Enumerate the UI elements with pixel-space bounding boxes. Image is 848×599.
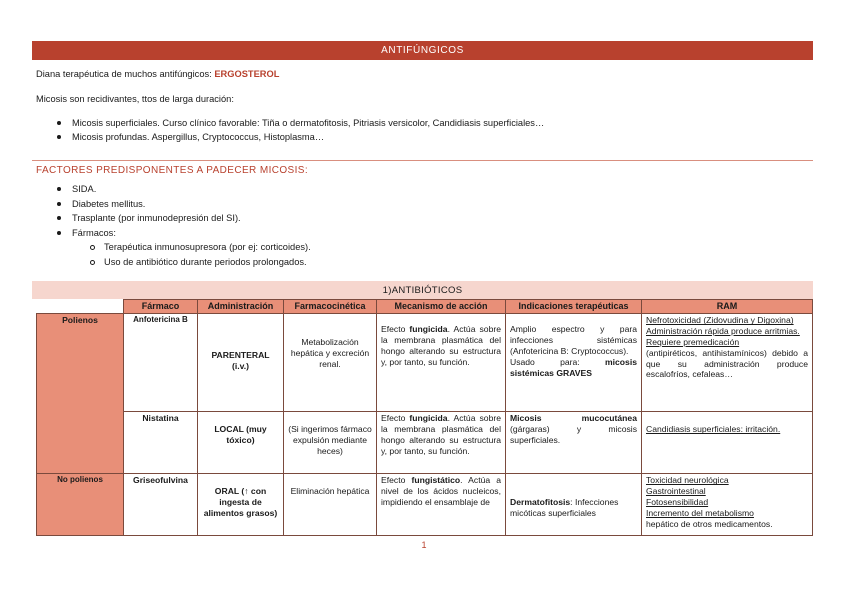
pharmacokinetics-cell: Metabolización hepática y excreción renal. <box>284 314 377 412</box>
diana-target: ERGOSTEROL <box>214 69 280 79</box>
list-item: Trasplante (por inmunodepresión del SI). <box>57 213 241 223</box>
ram-cell: Candidiasis superficiales: irritación. <box>642 412 813 474</box>
column-header: Mecanismo de acción <box>377 300 506 314</box>
pharmacokinetics-cell: Eliminación hepática <box>284 474 377 536</box>
page-title: ANTIFÚNGICOS <box>381 45 464 56</box>
bullet-icon <box>57 187 61 191</box>
antibioticos-bar <box>32 281 813 299</box>
diana-line <box>36 69 279 79</box>
list-item: Fármacos: <box>57 228 116 238</box>
circle-bullet-icon <box>90 245 95 250</box>
list-item: SIDA. <box>57 184 96 194</box>
drug-cell: Nistatina <box>124 412 198 474</box>
drug-cell: Griseofulvina <box>124 474 198 536</box>
mechanism-cell: Efecto fungicida. Actúa sobre la membrana plasmática del hongo alterando su estructura y, por tanto, su función. <box>377 314 506 412</box>
column-header: Fármaco <box>124 300 198 314</box>
bullet-icon <box>57 121 61 125</box>
mechanism-cell: Efecto fungistático. Actúa a nivel de los ácidos nucleicos, impidiendo el ensamblaje de <box>377 474 506 536</box>
list-item: Diabetes mellitus. <box>57 199 145 209</box>
divider <box>32 160 813 161</box>
administration-cell: LOCAL (muy tóxico) <box>198 412 284 474</box>
mechanism-cell: Efecto fungicida. Actúa sobre la membrana plasmática del hongo alterando su estructura y, por tanto, su función. <box>377 412 506 474</box>
indications-cell: Amplio espectro y para infecciones sistémicas (Anfotericina B: Cryptococcus). Usado para: micosis sistémicas GRAVES <box>506 314 642 412</box>
indications-cell: Dermatofitosis: Infecciones micóticas superficiales <box>506 474 642 536</box>
antibioticos-heading: 1)ANTIBIÓTICOS <box>382 284 463 296</box>
column-header: Indicaciones terapéuticas <box>506 300 642 314</box>
bullet-icon <box>57 135 61 139</box>
bullet-icon <box>57 202 61 206</box>
diana-prefix: Diana terapéutica de muchos antifúngicos: <box>36 69 212 79</box>
administration-cell: ORAL (↑ con ingesta de alimentos grasos) <box>198 474 284 536</box>
recidivantes-line: Micosis son recidivantes, ttos de larga duración: <box>36 94 234 104</box>
group-cell: No polienos <box>37 474 124 536</box>
page-number: 1 <box>421 540 427 550</box>
group-cell: Polienos <box>37 314 124 474</box>
column-header: Administración <box>198 300 284 314</box>
bullet-icon <box>57 231 61 235</box>
drug-cell: Anfotericina B <box>124 314 198 412</box>
ram-cell: Nefrotoxicidad (Zidovudina y Digoxina) Administración rápida produce arritmias. Requiere premedicación (antipiréticos, antihistamínicos) debido a que su administración produce escalofríos, cefaleas… <box>642 314 813 412</box>
table-row <box>37 474 813 536</box>
antibiotics-table <box>36 299 813 536</box>
column-header: RAM <box>642 300 813 314</box>
table-row <box>37 412 813 474</box>
list-subitem: Uso de antibiótico durante periodos prolongados. <box>90 257 307 267</box>
bullet-icon <box>57 216 61 220</box>
column-header: Farmacocinética <box>284 300 377 314</box>
pharmacokinetics-cell: (Si ingerimos fármaco expulsión mediante heces) <box>284 412 377 474</box>
list-subitem: Terapéutica inmunosupresora (por ej: corticoides). <box>90 242 311 252</box>
indications-cell: Micosis mucocutánea (gárgaras) y micosis superficiales. <box>506 412 642 474</box>
table-header-row <box>37 300 813 314</box>
table-row <box>37 314 813 412</box>
ram-cell: Toxicidad neurológica Gastrointestinal Fotosensibilidad Incremento del metabolismo hepático de otros medicamentos. <box>642 474 813 536</box>
section-title-bar <box>32 41 813 60</box>
list-item: Micosis superficiales. Curso clínico favorable: Tiña o dermatofitosis, Pitriasis versicolor, Candidiasis superficiales… <box>57 118 544 128</box>
administration-cell: PARENTERAL (i.v.) <box>198 314 284 412</box>
factors-heading: FACTORES PREDISPONENTES A PADECER MICOSIS: <box>36 165 309 176</box>
table-corner <box>37 300 124 314</box>
circle-bullet-icon <box>90 260 95 265</box>
list-item: Micosis profundas. Aspergillus, Cryptococcus, Histoplasma… <box>57 132 324 142</box>
